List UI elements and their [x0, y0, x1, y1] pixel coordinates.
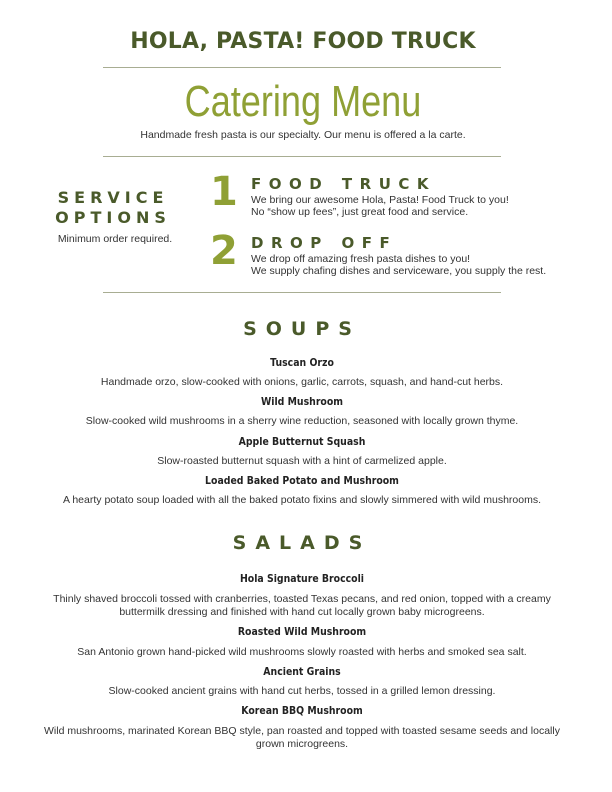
divider-service-top: [103, 156, 501, 157]
brand-title: HOLA, PASTA! FOOD TRUCK: [130, 29, 476, 54]
soup-item-desc: Slow-cooked wild mushrooms in a sherry wine reduction, seasoned with locally grown thyme.: [85, 415, 519, 427]
option-food-truck-line2: No “show up fees”, just great food and service.: [251, 206, 469, 218]
divider-top: [103, 67, 501, 68]
salad-item-desc: Wild mushrooms, marinated Korean BBQ style, pan roasted and topped with toasted sesame seeds and locally grown microgreens.: [44, 725, 560, 750]
service-options-title-line2: OPTIONS: [55, 208, 171, 227]
service-options-title-line1: SERVICE: [57, 188, 169, 207]
service-options-note: Minimum order required.: [57, 233, 173, 245]
option-food-truck-line1: We bring our awesome Hola, Pasta! Food Truck to you!: [251, 194, 509, 206]
page-title: Catering Menu: [184, 77, 422, 126]
option-heading-food-truck: FOOD TRUCK: [251, 175, 437, 193]
soup-item-name: Loaded Baked Potato and Mushroom: [205, 474, 399, 487]
soup-item-desc: Slow-roasted butternut squash with a hint of carmelized apple.: [157, 455, 447, 467]
section-heading-soups: SOUPS: [243, 318, 361, 340]
option-number-2: 2: [210, 228, 238, 274]
option-heading-drop-off: DROP OFF: [251, 234, 398, 252]
salad-item-name: Korean BBQ Mushroom: [241, 704, 363, 717]
salad-item-name: Hola Signature Broccoli: [239, 572, 365, 585]
option-drop-off-line2: We supply chafing dishes and serviceware, you supply the rest.: [251, 265, 547, 277]
soup-item-name: Wild Mushroom: [260, 395, 344, 408]
option-number-1: 1: [210, 169, 238, 215]
soup-item-desc: Handmade orzo, slow-cooked with onions, garlic, carrots, squash, and hand-cut herbs.: [100, 376, 504, 388]
soup-item-desc: A hearty potato soup loaded with all the baked potato fixins and slowly simmered with wild mushrooms.: [63, 494, 541, 506]
divider-service-bottom: [103, 292, 501, 293]
salad-item-name: Ancient Grains: [263, 665, 341, 678]
option-drop-off-line1: We drop off amazing fresh pasta dishes to you!: [251, 253, 471, 265]
section-heading-salads: SALADS: [232, 532, 372, 554]
soup-item-name: Tuscan Orzo: [270, 356, 334, 369]
salad-item-desc: San Antonio grown hand-picked wild mushrooms slowly roasted with herbs and smoked sea salt.: [77, 646, 527, 658]
soup-item-name: Apple Butternut Squash: [238, 435, 366, 448]
salad-item-desc: Slow-cooked ancient grains with hand cut herbs, tossed in a grilled lemon dressing.: [108, 685, 496, 697]
salad-item-name: Roasted Wild Mushroom: [237, 625, 367, 638]
tagline: Handmade fresh pasta is our specialty. Our menu is offered a la carte.: [140, 129, 466, 141]
salad-item-desc: Thinly shaved broccoli tossed with cranberries, toasted Texas pecans, and red onion, topped with a creamy buttermilk dressing and finished with hand cut locally grown baby microgreens.: [53, 593, 551, 618]
